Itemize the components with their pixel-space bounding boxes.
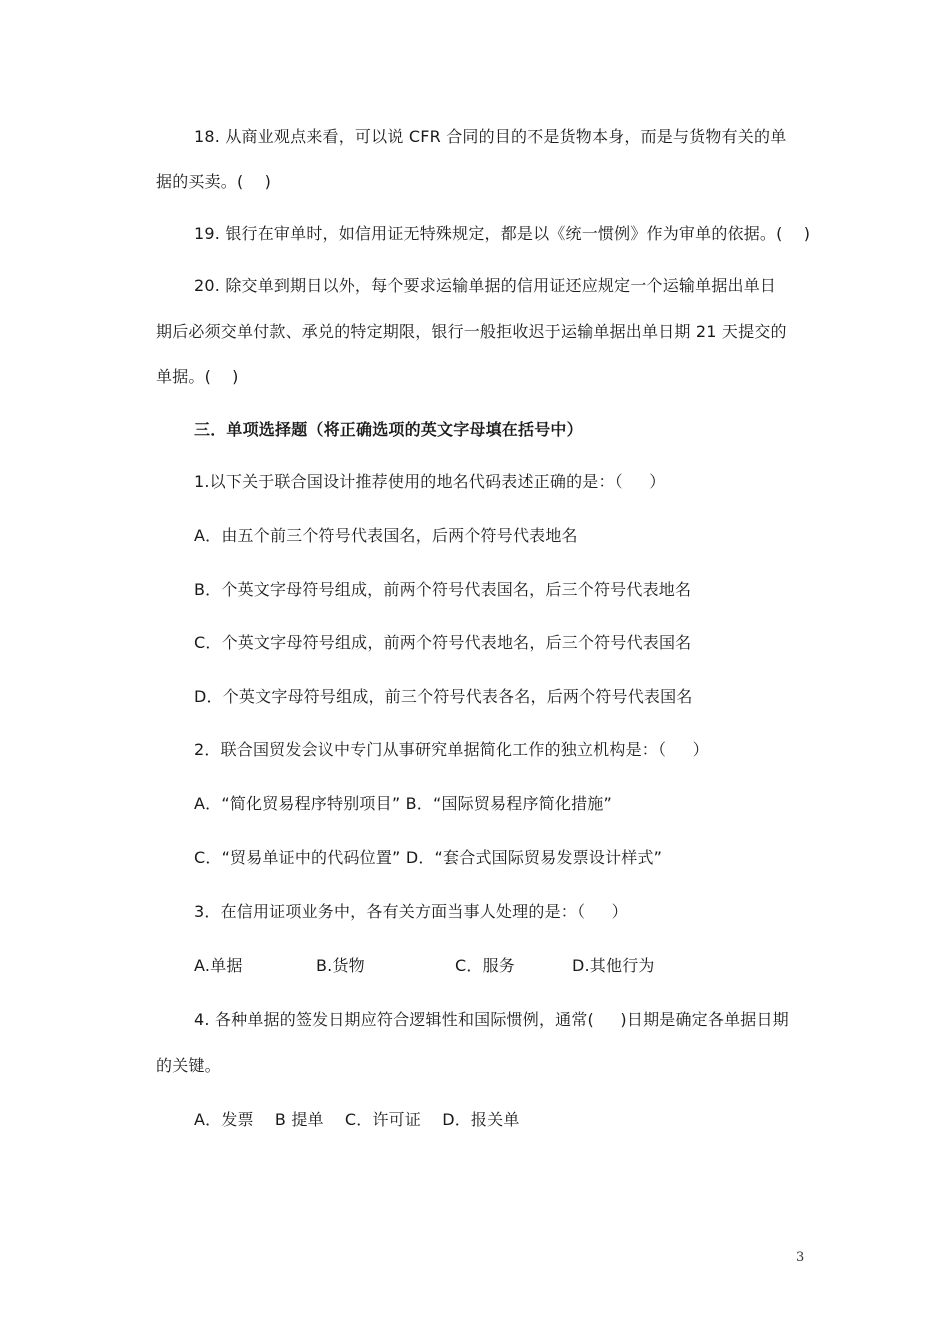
question-20-line2: 期后必须交单付款、承兑的特定期限，银行一般拒收迟于运输单据出单日期 21 天提交的: [156, 322, 787, 341]
question-18-line1: 18. 从商业观点来看，可以说 CFR 合同的目的不是货物本身，而是与货物有关的单: [194, 127, 787, 146]
mc-question-1-stem: 1.以下关于联合国设计推荐使用的地名代码表述正确的是：（ ）: [194, 472, 666, 491]
question-20-line3: 单据。( ): [156, 367, 239, 386]
mc-question-1-option-b: B．个英文字母符号组成，前两个符号代表国名，后三个符号代表地名: [194, 580, 692, 599]
mc-question-3-option-a: A.单据: [194, 956, 243, 975]
mc-question-2-stem: 2．联合国贸发会议中专门从事研究单据简化工作的独立机构是：（ ）: [194, 740, 709, 759]
mc-question-3-option-b: B.货物: [316, 956, 365, 975]
mc-question-4-line1: 4. 各种单据的签发日期应符合逻辑性和国际惯例，通常( )日期是确定各单据日期: [194, 1010, 789, 1029]
mc-question-1-option-c: C．个英文字母符号组成，前两个符号代表地名，后三个符号代表国名: [194, 633, 692, 652]
page-number: 3: [796, 1250, 805, 1265]
mc-question-3-option-d: D.其他行为: [572, 956, 655, 975]
mc-question-2-options-cd: C．“贸易单证中的代码位置” D．“套合式国际贸易发票设计样式”: [194, 848, 663, 867]
mc-question-3-option-c: C．服务: [455, 956, 515, 975]
question-20-line1: 20. 除交单到期日以外，每个要求运输单据的信用证还应规定一个运输单据出单日: [194, 276, 777, 295]
mc-question-1-option-a: A．由五个前三个符号代表国名，后两个符号代表地名: [194, 526, 578, 545]
mc-question-4-line2: 的关键。: [156, 1056, 221, 1075]
mc-question-4-options: A．发票 B 提单 C．许可证 D．报关单: [194, 1110, 520, 1129]
mc-question-3-stem: 3．在信用证项业务中，各有关方面当事人处理的是：（ ）: [194, 902, 628, 921]
section-3-heading: 三．单项选择题（将正确选项的英文字母填在括号中）: [194, 420, 583, 439]
question-19-line1: 19. 银行在审单时，如信用证无特殊规定，都是以《统一惯例》作为审单的依据。( ): [194, 224, 811, 243]
mc-question-2-options-ab: A．“简化贸易程序特别项目” B．“国际贸易程序简化措施”: [194, 794, 612, 813]
mc-question-1-option-d: D．个英文字母符号组成，前三个符号代表各名，后两个符号代表国名: [194, 687, 693, 706]
question-18-line2: 据的买卖。( ): [156, 172, 272, 191]
